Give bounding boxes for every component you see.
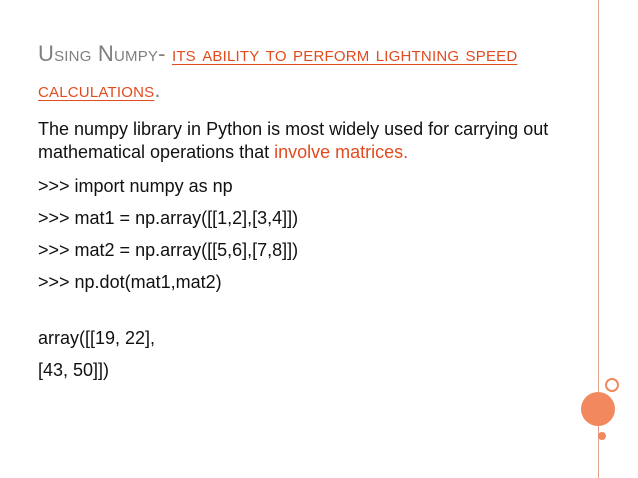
title-main: Using Numpy bbox=[38, 41, 159, 66]
slide-body bbox=[38, 118, 583, 386]
title-dash: - bbox=[158, 41, 172, 66]
intro-highlight: involve matrices. bbox=[274, 142, 409, 162]
intro-text: The numpy library in Python is most widely used for carrying out mathematical operations that bbox=[38, 119, 549, 162]
code-line-import: >>> import numpy as np bbox=[38, 176, 233, 196]
output-line-1: array([[19, 22], bbox=[38, 328, 156, 348]
code-line-mat1: >>> mat1 = np.array([[1,2],[3,4]]) bbox=[38, 208, 299, 228]
code-line-mat2: >>> mat2 = np.array([[5,6],[7,8]]) bbox=[38, 240, 299, 260]
code-line-dot: >>> np.dot(mat1,mat2) bbox=[38, 272, 222, 292]
decorative-ring-icon bbox=[605, 378, 619, 392]
slide-title bbox=[38, 36, 578, 108]
spacer bbox=[38, 298, 583, 322]
title-accent: its ability to perform lightning speed calculations bbox=[38, 41, 518, 102]
decorative-circle-icon bbox=[581, 392, 615, 426]
output-line-2: [43, 50]]) bbox=[38, 360, 110, 380]
intro-paragraph bbox=[38, 118, 583, 164]
title-period: . bbox=[154, 77, 161, 102]
decorative-dot-icon bbox=[598, 432, 606, 440]
